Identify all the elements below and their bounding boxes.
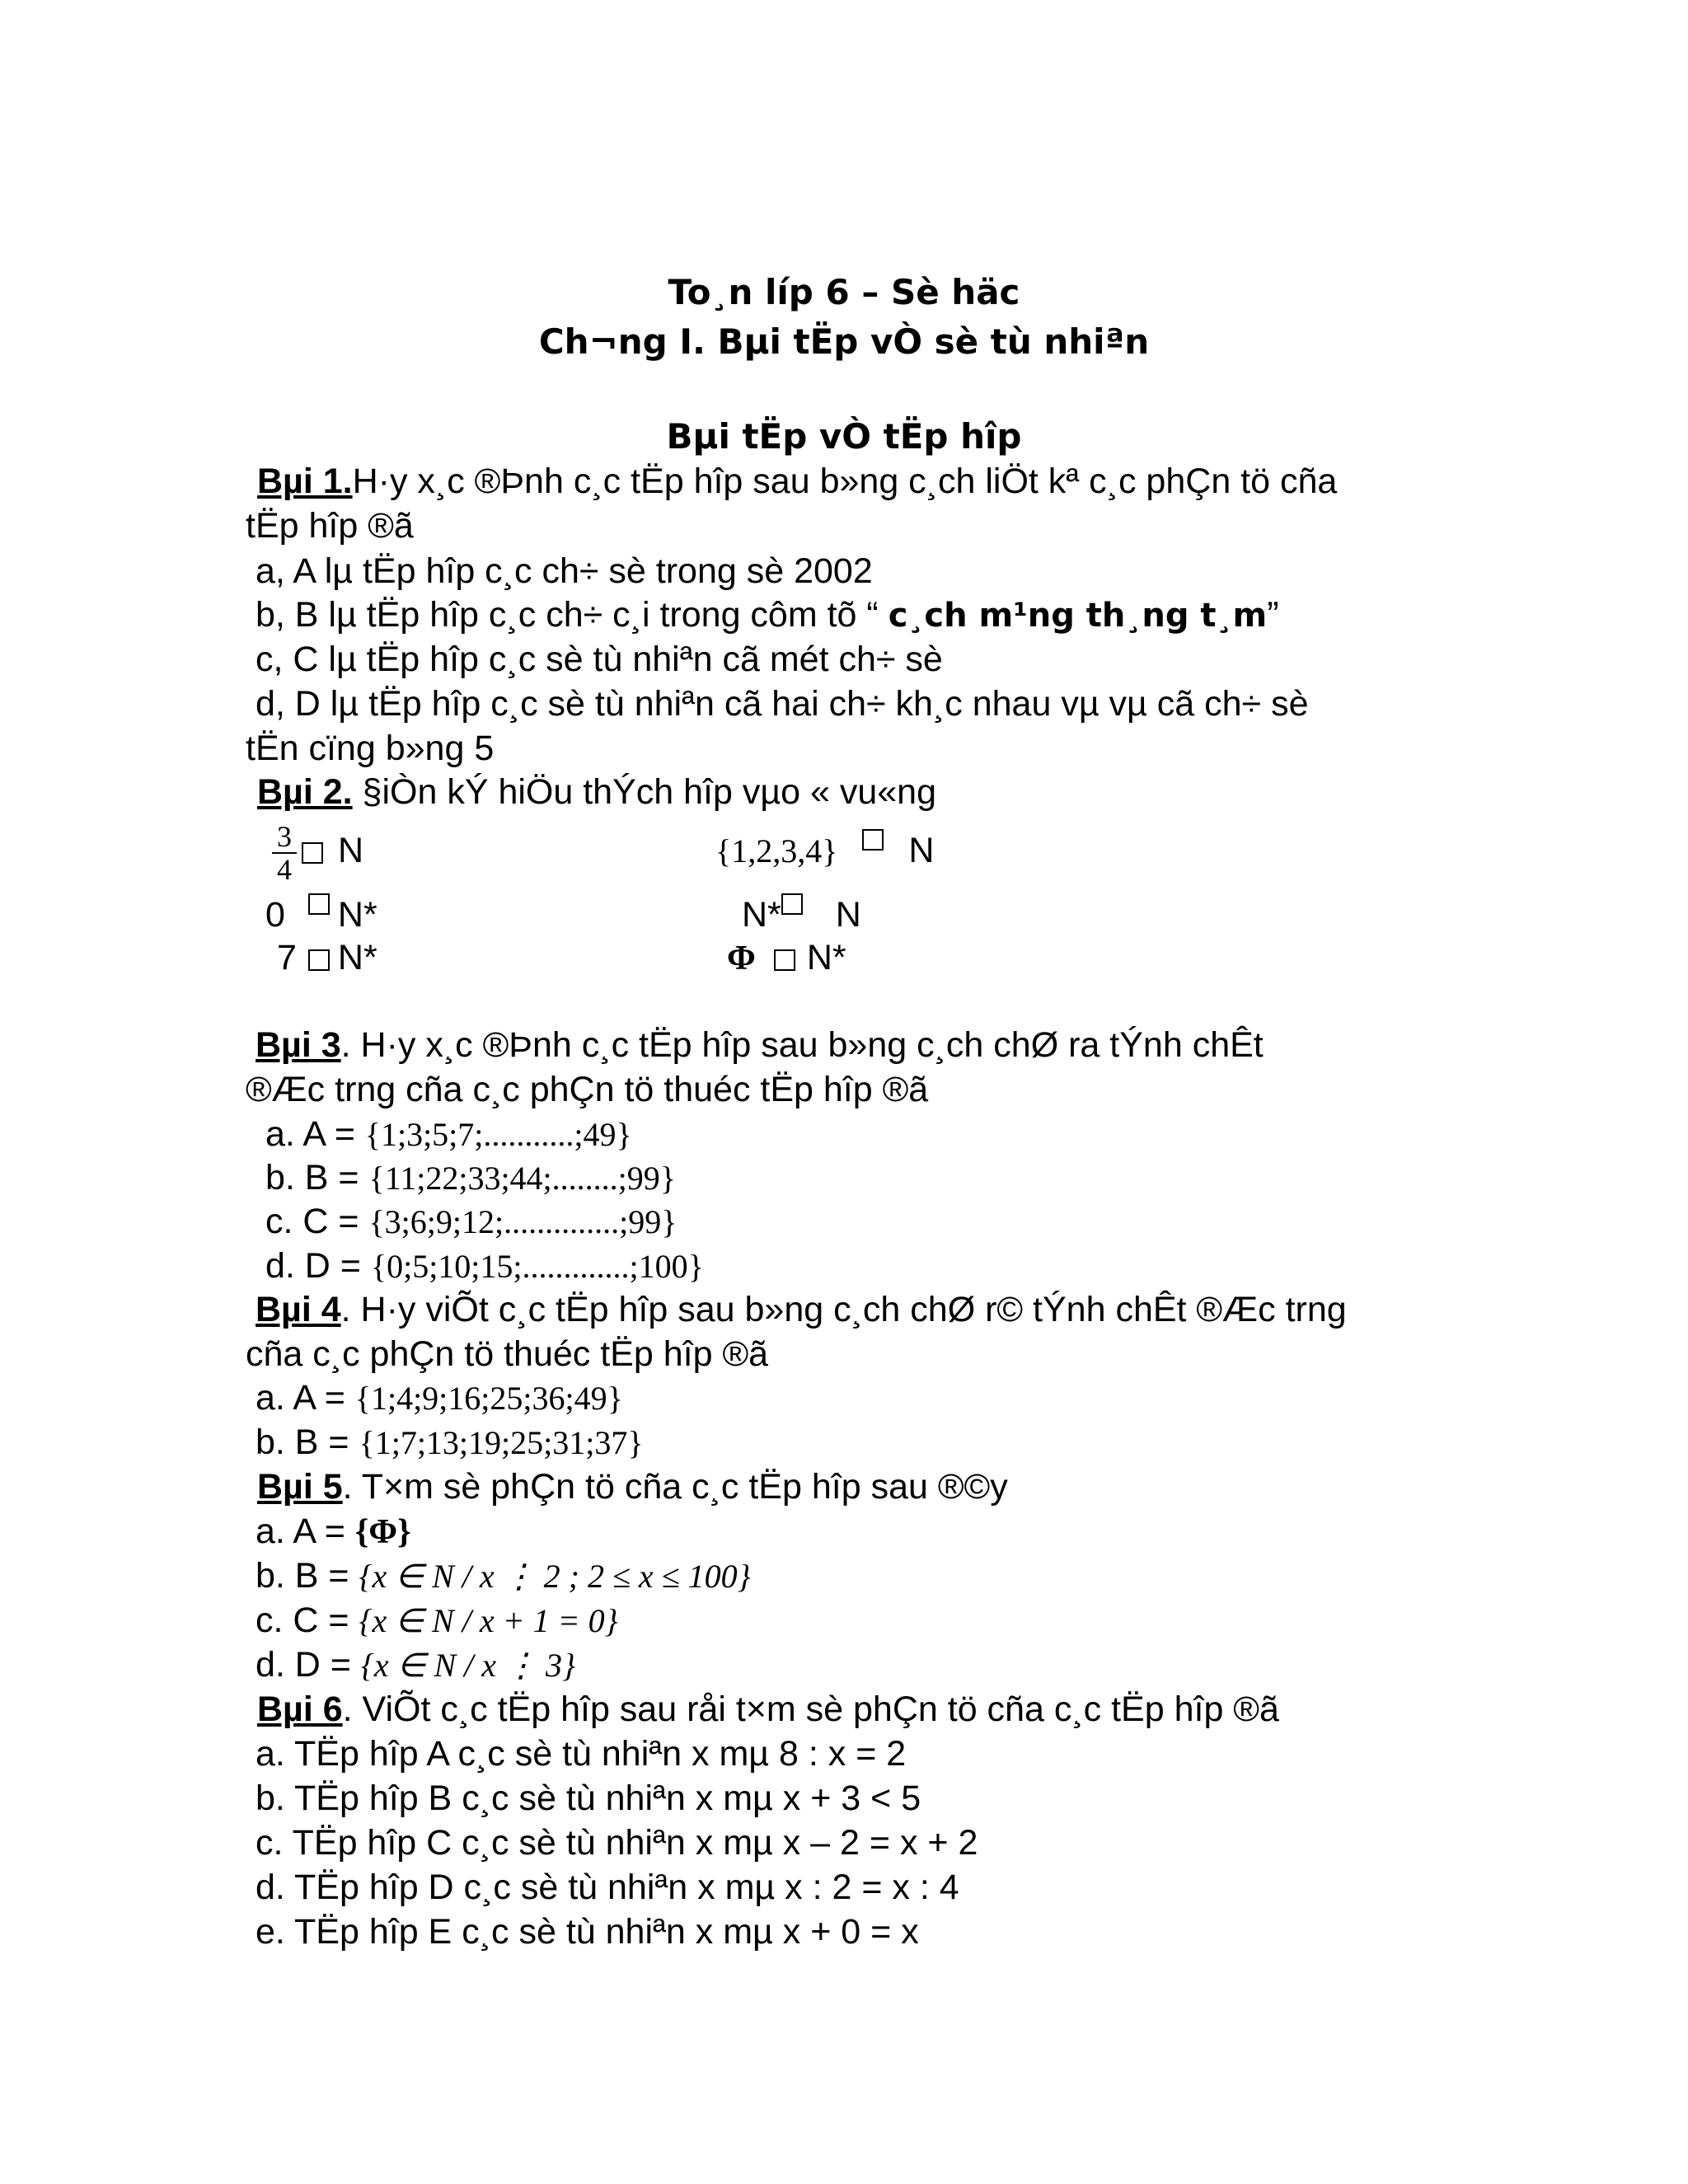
ex1-item-a: a, A lµ tËp hîp c¸c ch÷ sè trong sè 2002 <box>256 551 873 591</box>
set-literal: {1,2,3,4} <box>715 832 838 869</box>
set-literal: {1;7;13;19;25;31;37} <box>359 1424 644 1461</box>
ex5-item-b <box>256 1554 751 1598</box>
section-title: Bµi tËp vÒ tËp hîp <box>666 416 1022 457</box>
answer-box[interactable] <box>308 893 330 915</box>
ex6-label: Bµi 6 <box>257 1690 343 1729</box>
ex3-text-cont: ®Æc trng cña c¸c phÇn tö thuéc tËp hîp ®ã <box>246 1070 929 1109</box>
ex6-item-a: a. TËp hîp A c¸c sè tù nhiªn x mµ 8 : x = 2 <box>256 1734 907 1774</box>
ex5-item-d <box>256 1643 575 1687</box>
item-label: d. D = <box>265 1246 371 1286</box>
ex1-item-d: d, D lµ tËp hîp c¸c sè tù nhiªn cã hai ch÷ kh¸c nhau vµ vµ cã ch÷ sè <box>256 684 1309 724</box>
ex2-row2-left <box>265 893 377 936</box>
ex1-text: H·y x¸c ®Þnh c¸c tËp hîp sau b»ng c¸ch liÖt kª c¸c phÇn tö cña <box>352 462 1338 501</box>
set-builder: {x ∈ N / x + 1 = 0} <box>359 1602 618 1639</box>
answer-box[interactable] <box>302 842 323 864</box>
element: 7 <box>277 938 297 977</box>
ex1-b-phrase: c¸ch m¹ng th¸ng t¸m <box>888 597 1268 635</box>
ex1-b-text: b, B lµ tËp hîp c¸c ch÷ c¸i trong côm tõ “ <box>256 595 889 635</box>
item-label: a. A = <box>265 1114 365 1154</box>
ex3-text: . H·y x¸c ®Þnh c¸c tËp hîp sau b»ng c¸ch chØ ra tÝnh chÊt <box>340 1025 1264 1065</box>
set-symbol: N <box>908 831 935 870</box>
set-builder: {x ∈ N / x ⋮ 2 ; 2 ≤ x ≤ 100} <box>359 1558 751 1595</box>
ex2-label: Bµi 2. <box>257 772 353 812</box>
answer-box[interactable] <box>862 829 884 851</box>
ex6-item-d: d. TËp hîp D c¸c sè tù nhiªn x mµ x : 2 = x : 4 <box>256 1868 959 1907</box>
item-label: b. B = <box>256 1422 359 1462</box>
ex1-b-close: ” <box>1267 595 1279 635</box>
set-literal: {3;6;9;12;..............;99} <box>368 1203 678 1240</box>
doc-title: To¸n líp 6 – Sè häc <box>668 272 1020 312</box>
ex5-heading <box>257 1465 1008 1508</box>
answer-box[interactable] <box>774 949 795 971</box>
ex6-text: . ViÕt c¸c tËp hîp sau råi t×m sè phÇn tö cña c¸c tËp hîp ®ã <box>342 1690 1279 1729</box>
ex2-row3-right <box>727 936 846 980</box>
ex6-item-e: e. TËp hîp E c¸c sè tù nhiªn x mµ x + 0 = x <box>256 1912 919 1952</box>
ex2-row1-left <box>272 818 363 885</box>
ex2-row1-right <box>715 829 934 873</box>
ex1-item-d-cont: tËn cïng b»ng 5 <box>246 729 495 768</box>
ex4-item-a <box>256 1376 623 1420</box>
ex4-text: . H·y viÕt c¸c tËp hîp sau b»ng c¸ch chØ r© tÝnh chÊt ®Æc trng <box>340 1290 1347 1329</box>
ex5-item-c <box>256 1599 618 1643</box>
item-label: b. B = <box>265 1158 369 1197</box>
set-symbol: N* <box>742 895 781 935</box>
fraction: $\frac{3}{4}$ <box>272 821 297 885</box>
set-literal: {0;5;10;15;.............;100} <box>370 1248 704 1285</box>
empty-set-symbol: Φ <box>727 940 756 977</box>
element: 0 <box>265 895 285 935</box>
set-literal: {1;3;5;7;...........;49} <box>364 1116 632 1153</box>
ex3-item-d <box>265 1244 704 1288</box>
set-symbol: N* <box>806 938 846 977</box>
ex3-item-b <box>265 1156 676 1200</box>
set-literal: {Φ} <box>354 1513 411 1551</box>
ex1-text-cont: tËp hîp ®ã <box>246 506 414 546</box>
ex2-row3-left <box>277 936 377 979</box>
set-literal: {1;4;9;16;25;36;49} <box>354 1380 623 1417</box>
set-symbol: N <box>835 895 861 935</box>
ex2-row2-right <box>742 893 861 936</box>
ex6-item-b: b. TËp hîp B c¸c sè tù nhiªn x mµ x + 3 < 5 <box>256 1779 921 1818</box>
ex5-text: . T×m sè phÇn tö cña c¸c tËp hîp sau ®©y <box>342 1467 1008 1507</box>
item-label: d. D = <box>256 1645 361 1685</box>
item-label: c. C = <box>265 1202 369 1241</box>
ex4-item-b <box>256 1421 644 1465</box>
ex3-item-c <box>265 1200 677 1244</box>
chapter-title: Ch¬ng I. Bµi tËp vÒ sè tù nhiªn <box>538 321 1150 362</box>
set-symbol: N* <box>337 938 377 977</box>
ex1-item-c: c, C lµ tËp hîp c¸c sè tù nhiªn cã mét ch÷ sè <box>256 640 943 679</box>
ex3-label: Bµi 3 <box>256 1025 341 1065</box>
ex3-heading <box>246 1024 1264 1066</box>
ex4-label: Bµi 4 <box>256 1290 341 1329</box>
ex5-item-a <box>256 1510 411 1554</box>
answer-box[interactable] <box>308 949 330 971</box>
ex6-heading <box>257 1688 1279 1731</box>
set-symbol: N <box>337 831 364 870</box>
ex1-label: Bµi 1. <box>257 462 353 501</box>
ex2-text: §iÒn kÝ hiÖu thÝch hîp vµo « vu«ng <box>352 772 937 812</box>
ex6-item-c: c. TËp hîp C c¸c sè tù nhiªn x mµ x – 2 = x + 2 <box>256 1823 978 1863</box>
ex5-label: Bµi 5 <box>257 1467 343 1507</box>
answer-box[interactable] <box>781 893 803 915</box>
item-label: b. B = <box>256 1556 359 1596</box>
ex4-text-cont: cña c¸c phÇn tö thuéc tËp hîp ®ã <box>246 1334 769 1374</box>
ex2-heading <box>257 771 936 813</box>
set-symbol: N* <box>337 895 377 935</box>
item-label: c. C = <box>256 1601 359 1640</box>
ex1-heading <box>257 460 1337 503</box>
item-label: a. A = <box>256 1511 355 1551</box>
item-label: a. A = <box>256 1378 355 1418</box>
ex1-item-b <box>256 593 1279 637</box>
ex3-item-a <box>265 1113 632 1156</box>
set-builder: {x ∈ N / x ⋮ 3} <box>360 1647 576 1684</box>
ex4-heading <box>246 1288 1347 1331</box>
set-literal: {11;22;33;44;........;99} <box>368 1160 676 1197</box>
